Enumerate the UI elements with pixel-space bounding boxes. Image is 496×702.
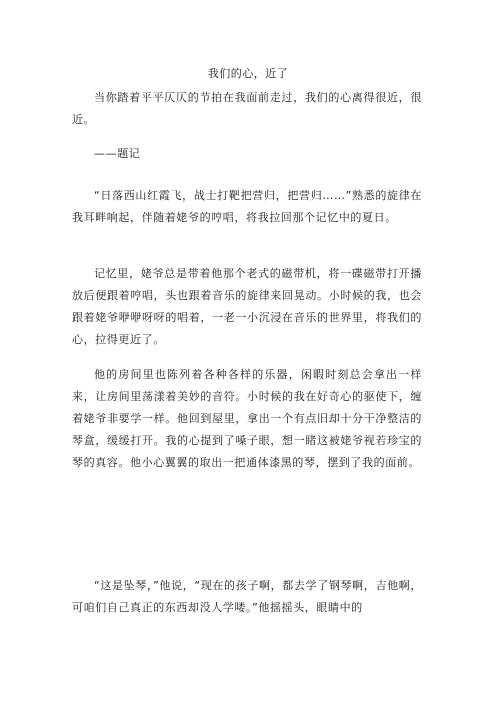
paragraph-tape-player: 记忆里，姥爷总是带着他那个老式的磁带机，将一碟磁带打开播放后便跟着哼唱，头也跟着音乐的旋律来回晃动。小时候的我，也会跟着姥爷咿咿呀呀的唱着，一老一小沉浸在音乐的世界里，将我们的心，拉得更近了。 (72, 267, 422, 346)
paragraph-song-memory: “日落西山红霞飞，战士打靶把营归，把营归……”熟悉的旋律在我耳畔响起，伴随着姥爷的哼唱，将我拉回那个记忆中的夏日。 (72, 189, 422, 224)
document-title: 我们的心，近了 (207, 67, 289, 80)
paragraph-zhuiqin: “这是坠琴，”他说，“现在的孩子啊，都去学了钢琴啊，吉他啊，可咱们自己真正的东西却没人学喽。”他摇摇头，眼睛中的 (72, 579, 422, 614)
paragraph-epigraph-label: ——题记 (94, 147, 141, 160)
paragraph-instruments: 他的房间里也陈列着各种各样的乐器，闲暇时刻总会拿出一样来，让房间里荡漾着美妙的音符。小时候的我在好奇心的驱使下，缠着姥爷非要学一样。他回到屋里，拿出一个有点旧却十分干净整洁的琴盒，缓缓打开。我的心提到了嗓子眼，想一睹这被姥爷视若珍宝的琴的真容。他小心翼翼的取出一把通体漆黑的琴，摆到了我的面前。 (72, 368, 422, 469)
paragraph-intro: 当你踏着平平仄仄的节拍在我面前走过，我们的心离得很近，很近。 (72, 91, 422, 126)
